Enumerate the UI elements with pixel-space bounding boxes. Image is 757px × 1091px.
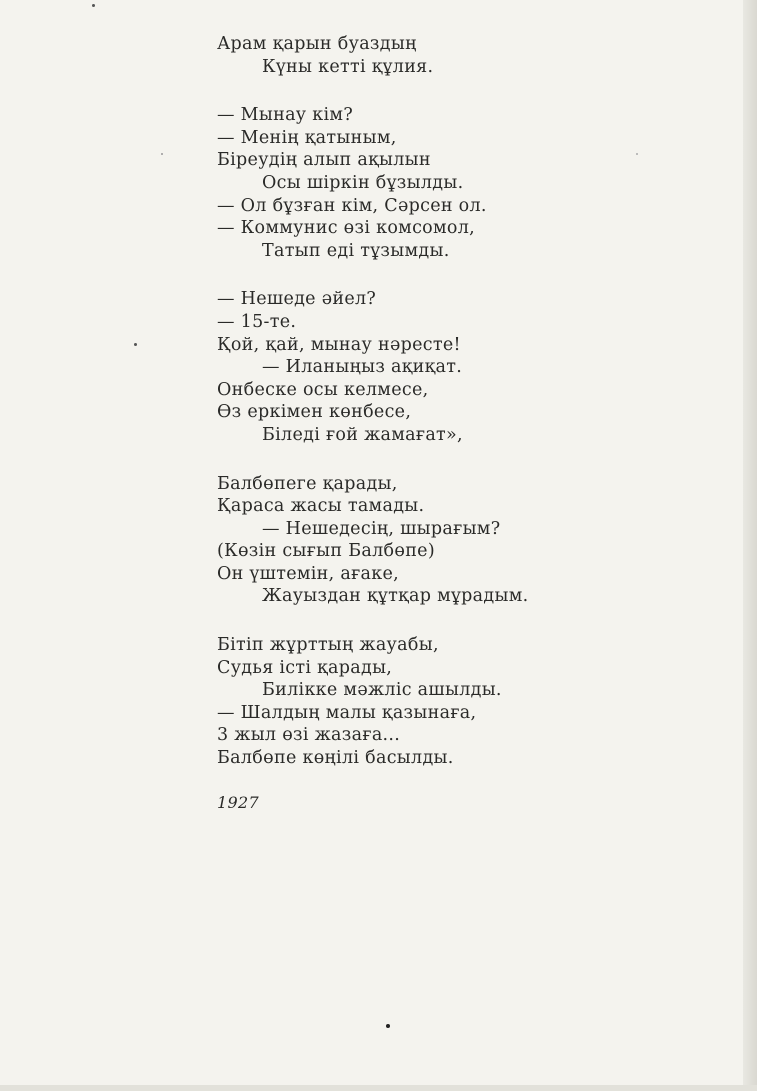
poem-line: Татып еді тұзымды. [262,240,450,261]
page-bottom-edge [0,1085,757,1091]
poem-line: Жауыздан құтқар мұрадым. [262,586,529,607]
poem-line: 3 жыл өзі жазаға... [217,725,401,746]
stanza [217,104,597,262]
poem-line: Он үштемін, ағаке, [217,563,400,584]
poem-line: Қараса жасы тамады. [217,496,425,517]
poem-line: — Ол бұзған кім, Сәрсен ол. [217,195,487,216]
print-speck [161,153,163,155]
poem-line: Судья істі қарады, [217,657,393,678]
poem-line: Осы шіркін бұзылды. [262,172,464,193]
poem-line: — Шалдың малы қазынаға, [217,702,477,723]
poem-line: — Нешедесің, шырағым? [262,518,501,539]
stanza [217,288,597,446]
poem-line: — Мынау кім? [217,105,353,126]
poem-text [217,33,597,814]
print-speck [386,1024,390,1028]
print-speck [134,343,137,346]
stanza [217,33,597,78]
stanza [217,473,597,609]
poem-line: Балбөпеге қарады, [217,473,398,494]
stanza [217,634,597,770]
poem-line: Біледі ғой жамағат», [262,424,463,445]
poem-line: — Коммунис өзі комсомол, [217,218,476,239]
poem-line: Арам қарын буаздың [217,34,417,54]
poem-year: 1927 [217,792,259,812]
poem-line: Біреудің алып ақылын [217,150,431,171]
poem-line: Қой, қай, мынау нәресте! [217,334,461,355]
poem-line: Күны кетті құлия. [262,56,434,77]
poem-line: Билікке мәжліс ашылды. [262,680,502,701]
poem-line: Онбеске осы келмесе, [217,379,429,400]
poem-line: Өз еркімен көнбесе, [217,402,412,423]
poem-line: — Нешеде әйел? [217,289,377,310]
poem-line: Балбөпе көңілі басылды. [217,748,454,769]
poem-line: — 15-те. [217,311,297,332]
poem-line: (Көзін сығып Балбөпе) [217,541,435,562]
print-speck [636,153,638,155]
poem-line: — Менің қатыным, [217,127,397,148]
print-speck [92,4,95,7]
poem-line: — Иланыңыз ақиқат. [262,357,463,378]
poem-line: Бітіп жұрттың жауабы, [217,635,439,656]
page-edge [743,0,757,1091]
